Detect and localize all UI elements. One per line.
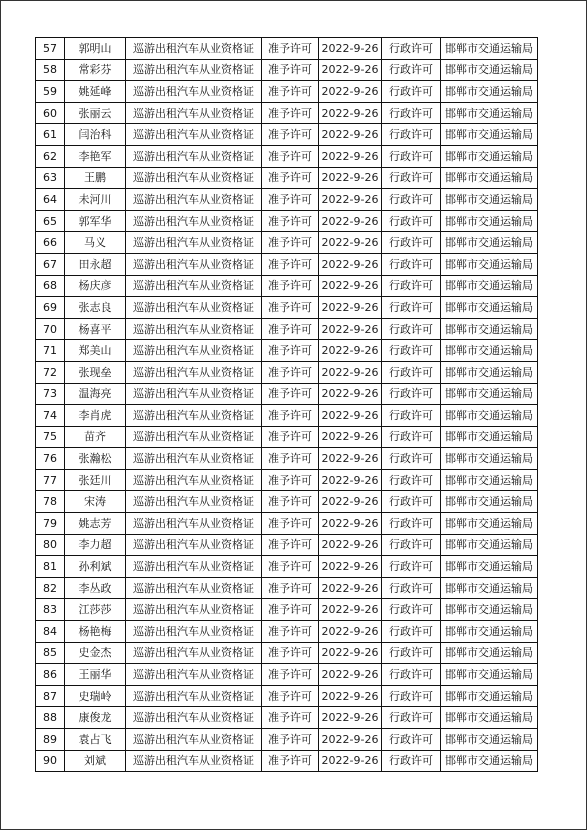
category-cell: 行政许可 [382, 102, 441, 124]
license-item-cell: 巡游出租汽车从业资格证 [126, 469, 262, 491]
table-row [36, 297, 538, 319]
category-cell: 行政许可 [382, 491, 441, 513]
row-number-cell: 68 [36, 275, 65, 297]
license-item-cell: 巡游出租汽车从业资格证 [126, 513, 262, 535]
person-name-cell: 未河川 [65, 189, 126, 211]
license-item-cell: 巡游出租汽车从业资格证 [126, 81, 262, 103]
table-row [36, 318, 538, 340]
license-item-cell: 巡游出租汽车从业资格证 [126, 577, 262, 599]
decision-cell: 准予许可 [262, 145, 319, 167]
table-row [36, 210, 538, 232]
authority-cell: 邯郸市交通运输局 [441, 361, 538, 383]
table-row [36, 232, 538, 254]
decision-cell: 准予许可 [262, 491, 319, 513]
authority-cell: 邯郸市交通运输局 [441, 253, 538, 275]
row-number-cell: 88 [36, 707, 65, 729]
decision-date-cell: 2022-9-26 [319, 102, 382, 124]
table-row [36, 664, 538, 686]
authority-cell: 邯郸市交通运输局 [441, 513, 538, 535]
decision-date-cell: 2022-9-26 [319, 491, 382, 513]
decision-date-cell: 2022-9-26 [319, 318, 382, 340]
category-cell: 行政许可 [382, 448, 441, 470]
license-item-cell: 巡游出租汽车从业资格证 [126, 750, 262, 772]
decision-date-cell: 2022-9-26 [319, 383, 382, 405]
row-number-cell: 83 [36, 599, 65, 621]
person-name-cell: 郑美山 [65, 340, 126, 362]
row-number-cell: 79 [36, 513, 65, 535]
authority-cell: 邯郸市交通运输局 [441, 426, 538, 448]
row-number-cell: 87 [36, 685, 65, 707]
table-row [36, 275, 538, 297]
authority-cell: 邯郸市交通运输局 [441, 577, 538, 599]
table-row [36, 556, 538, 578]
decision-cell: 准予许可 [262, 621, 319, 643]
row-number-cell: 72 [36, 361, 65, 383]
table-row [36, 750, 538, 772]
authority-cell: 邯郸市交通运输局 [441, 448, 538, 470]
table-row [36, 102, 538, 124]
decision-date-cell: 2022-9-26 [319, 405, 382, 427]
authority-cell: 邯郸市交通运输局 [441, 102, 538, 124]
table-row [36, 81, 538, 103]
license-item-cell: 巡游出租汽车从业资格证 [126, 318, 262, 340]
person-name-cell: 孙利斌 [65, 556, 126, 578]
row-number-cell: 57 [36, 38, 65, 60]
table-row [36, 513, 538, 535]
category-cell: 行政许可 [382, 124, 441, 146]
decision-date-cell: 2022-9-26 [319, 577, 382, 599]
license-item-cell: 巡游出租汽车从业资格证 [126, 232, 262, 254]
decision-cell: 准予许可 [262, 448, 319, 470]
decision-date-cell: 2022-9-26 [319, 275, 382, 297]
authority-cell: 邯郸市交通运输局 [441, 124, 538, 146]
table-row [36, 38, 538, 60]
decision-cell: 准予许可 [262, 707, 319, 729]
decision-cell: 准予许可 [262, 59, 319, 81]
row-number-cell: 70 [36, 318, 65, 340]
decision-cell: 准予许可 [262, 340, 319, 362]
decision-date-cell: 2022-9-26 [319, 556, 382, 578]
row-number-cell: 90 [36, 750, 65, 772]
decision-cell: 准予许可 [262, 102, 319, 124]
license-item-cell: 巡游出租汽车从业资格证 [126, 491, 262, 513]
license-item-cell: 巡游出租汽车从业资格证 [126, 383, 262, 405]
category-cell: 行政许可 [382, 210, 441, 232]
person-name-cell: 杨艳梅 [65, 621, 126, 643]
decision-date-cell: 2022-9-26 [319, 685, 382, 707]
row-number-cell: 89 [36, 729, 65, 751]
decision-date-cell: 2022-9-26 [319, 642, 382, 664]
decision-date-cell: 2022-9-26 [319, 707, 382, 729]
table-row [36, 685, 538, 707]
license-item-cell: 巡游出租汽车从业资格证 [126, 210, 262, 232]
license-item-cell: 巡游出租汽车从业资格证 [126, 297, 262, 319]
row-number-cell: 62 [36, 145, 65, 167]
license-item-cell: 巡游出租汽车从业资格证 [126, 102, 262, 124]
row-number-cell: 81 [36, 556, 65, 578]
decision-date-cell: 2022-9-26 [319, 426, 382, 448]
authority-cell: 邯郸市交通运输局 [441, 642, 538, 664]
category-cell: 行政许可 [382, 642, 441, 664]
category-cell: 行政许可 [382, 361, 441, 383]
decision-cell: 准予许可 [262, 38, 319, 60]
authority-cell: 邯郸市交通运输局 [441, 405, 538, 427]
license-item-cell: 巡游出租汽车从业资格证 [126, 621, 262, 643]
category-cell: 行政许可 [382, 253, 441, 275]
person-name-cell: 康俊龙 [65, 707, 126, 729]
authority-cell: 邯郸市交通运输局 [441, 729, 538, 751]
license-item-cell: 巡游出租汽车从业资格证 [126, 361, 262, 383]
category-cell: 行政许可 [382, 729, 441, 751]
decision-cell: 准予许可 [262, 642, 319, 664]
category-cell: 行政许可 [382, 621, 441, 643]
authority-cell: 邯郸市交通运输局 [441, 275, 538, 297]
person-name-cell: 姚延峰 [65, 81, 126, 103]
table-row [36, 729, 538, 751]
decision-date-cell: 2022-9-26 [319, 124, 382, 146]
decision-cell: 准予许可 [262, 232, 319, 254]
decision-cell: 准予许可 [262, 534, 319, 556]
decision-date-cell: 2022-9-26 [319, 210, 382, 232]
decision-cell: 准予许可 [262, 297, 319, 319]
decision-cell: 准予许可 [262, 275, 319, 297]
authority-cell: 邯郸市交通运输局 [441, 750, 538, 772]
person-name-cell: 江莎莎 [65, 599, 126, 621]
row-number-cell: 67 [36, 253, 65, 275]
decision-date-cell: 2022-9-26 [319, 340, 382, 362]
authority-cell: 邯郸市交通运输局 [441, 59, 538, 81]
category-cell: 行政许可 [382, 81, 441, 103]
decision-date-cell: 2022-9-26 [319, 750, 382, 772]
authority-cell: 邯郸市交通运输局 [441, 534, 538, 556]
category-cell: 行政许可 [382, 297, 441, 319]
decision-date-cell: 2022-9-26 [319, 81, 382, 103]
decision-date-cell: 2022-9-26 [319, 361, 382, 383]
category-cell: 行政许可 [382, 469, 441, 491]
person-name-cell: 张现垒 [65, 361, 126, 383]
row-number-cell: 59 [36, 81, 65, 103]
authority-cell: 邯郸市交通运输局 [441, 685, 538, 707]
authority-cell: 邯郸市交通运输局 [441, 318, 538, 340]
row-number-cell: 69 [36, 297, 65, 319]
table-row [36, 599, 538, 621]
row-number-cell: 71 [36, 340, 65, 362]
decision-cell: 准予许可 [262, 750, 319, 772]
license-item-cell: 巡游出租汽车从业资格证 [126, 405, 262, 427]
decision-date-cell: 2022-9-26 [319, 729, 382, 751]
decision-date-cell: 2022-9-26 [319, 38, 382, 60]
table-row [36, 340, 538, 362]
table-row [36, 448, 538, 470]
decision-cell: 准予许可 [262, 210, 319, 232]
row-number-cell: 86 [36, 664, 65, 686]
table-row [36, 189, 538, 211]
decision-cell: 准予许可 [262, 469, 319, 491]
person-name-cell: 张志良 [65, 297, 126, 319]
row-number-cell: 74 [36, 405, 65, 427]
person-name-cell: 闫治科 [65, 124, 126, 146]
decision-date-cell: 2022-9-26 [319, 189, 382, 211]
license-records-table [35, 37, 538, 772]
person-name-cell: 刘斌 [65, 750, 126, 772]
person-name-cell: 张丽云 [65, 102, 126, 124]
decision-date-cell: 2022-9-26 [319, 469, 382, 491]
license-item-cell: 巡游出租汽车从业资格证 [126, 664, 262, 686]
license-item-cell: 巡游出租汽车从业资格证 [126, 253, 262, 275]
license-item-cell: 巡游出租汽车从业资格证 [126, 189, 262, 211]
person-name-cell: 张瀚松 [65, 448, 126, 470]
table-row [36, 124, 538, 146]
license-item-cell: 巡游出租汽车从业资格证 [126, 729, 262, 751]
person-name-cell: 温海亮 [65, 383, 126, 405]
license-item-cell: 巡游出租汽车从业资格证 [126, 275, 262, 297]
person-name-cell: 姚志芳 [65, 513, 126, 535]
row-number-cell: 66 [36, 232, 65, 254]
authority-cell: 邯郸市交通运输局 [441, 340, 538, 362]
row-number-cell: 76 [36, 448, 65, 470]
authority-cell: 邯郸市交通运输局 [441, 621, 538, 643]
table-row [36, 361, 538, 383]
row-number-cell: 60 [36, 102, 65, 124]
license-item-cell: 巡游出租汽车从业资格证 [126, 59, 262, 81]
decision-date-cell: 2022-9-26 [319, 232, 382, 254]
table-row [36, 707, 538, 729]
person-name-cell: 宋涛 [65, 491, 126, 513]
authority-cell: 邯郸市交通运输局 [441, 210, 538, 232]
row-number-cell: 82 [36, 577, 65, 599]
category-cell: 行政许可 [382, 405, 441, 427]
category-cell: 行政许可 [382, 340, 441, 362]
decision-cell: 准予许可 [262, 253, 319, 275]
decision-date-cell: 2022-9-26 [319, 253, 382, 275]
person-name-cell: 田永超 [65, 253, 126, 275]
decision-cell: 准予许可 [262, 124, 319, 146]
category-cell: 行政许可 [382, 513, 441, 535]
table-row [36, 469, 538, 491]
table-row [36, 642, 538, 664]
authority-cell: 邯郸市交通运输局 [441, 469, 538, 491]
license-item-cell: 巡游出租汽车从业资格证 [126, 145, 262, 167]
table-row [36, 534, 538, 556]
license-item-cell: 巡游出租汽车从业资格证 [126, 448, 262, 470]
decision-date-cell: 2022-9-26 [319, 599, 382, 621]
authority-cell: 邯郸市交通运输局 [441, 383, 538, 405]
category-cell: 行政许可 [382, 577, 441, 599]
person-name-cell: 李肖虎 [65, 405, 126, 427]
table-row [36, 621, 538, 643]
authority-cell: 邯郸市交通运输局 [441, 81, 538, 103]
authority-cell: 邯郸市交通运输局 [441, 38, 538, 60]
decision-cell: 准予许可 [262, 729, 319, 751]
category-cell: 行政许可 [382, 556, 441, 578]
decision-cell: 准予许可 [262, 513, 319, 535]
row-number-cell: 73 [36, 383, 65, 405]
category-cell: 行政许可 [382, 685, 441, 707]
decision-cell: 准予许可 [262, 599, 319, 621]
person-name-cell: 张廷川 [65, 469, 126, 491]
category-cell: 行政许可 [382, 664, 441, 686]
row-number-cell: 78 [36, 491, 65, 513]
category-cell: 行政许可 [382, 167, 441, 189]
category-cell: 行政许可 [382, 383, 441, 405]
row-number-cell: 75 [36, 426, 65, 448]
table-row [36, 426, 538, 448]
person-name-cell: 王丽华 [65, 664, 126, 686]
person-name-cell: 杨喜平 [65, 318, 126, 340]
person-name-cell: 王鹏 [65, 167, 126, 189]
license-item-cell: 巡游出租汽车从业资格证 [126, 599, 262, 621]
row-number-cell: 64 [36, 189, 65, 211]
decision-cell: 准予许可 [262, 383, 319, 405]
category-cell: 行政许可 [382, 599, 441, 621]
decision-cell: 准予许可 [262, 318, 319, 340]
authority-cell: 邯郸市交通运输局 [441, 145, 538, 167]
license-item-cell: 巡游出租汽车从业资格证 [126, 38, 262, 60]
records-table-body [36, 38, 538, 772]
category-cell: 行政许可 [382, 38, 441, 60]
decision-cell: 准予许可 [262, 167, 319, 189]
person-name-cell: 马义 [65, 232, 126, 254]
category-cell: 行政许可 [382, 534, 441, 556]
table-row [36, 383, 538, 405]
category-cell: 行政许可 [382, 59, 441, 81]
category-cell: 行政许可 [382, 707, 441, 729]
table-row [36, 167, 538, 189]
license-item-cell: 巡游出租汽车从业资格证 [126, 426, 262, 448]
decision-cell: 准予许可 [262, 361, 319, 383]
authority-cell: 邯郸市交通运输局 [441, 297, 538, 319]
license-item-cell: 巡游出租汽车从业资格证 [126, 534, 262, 556]
row-number-cell: 58 [36, 59, 65, 81]
row-number-cell: 77 [36, 469, 65, 491]
person-name-cell: 苗齐 [65, 426, 126, 448]
decision-date-cell: 2022-9-26 [319, 297, 382, 319]
person-name-cell: 李丛政 [65, 577, 126, 599]
row-number-cell: 65 [36, 210, 65, 232]
decision-cell: 准予许可 [262, 577, 319, 599]
decision-cell: 准予许可 [262, 405, 319, 427]
authority-cell: 邯郸市交通运输局 [441, 599, 538, 621]
decision-date-cell: 2022-9-26 [319, 664, 382, 686]
license-item-cell: 巡游出租汽车从业资格证 [126, 556, 262, 578]
decision-date-cell: 2022-9-26 [319, 59, 382, 81]
table-row [36, 145, 538, 167]
license-item-cell: 巡游出租汽车从业资格证 [126, 707, 262, 729]
row-number-cell: 84 [36, 621, 65, 643]
category-cell: 行政许可 [382, 318, 441, 340]
decision-date-cell: 2022-9-26 [319, 145, 382, 167]
person-name-cell: 郭军华 [65, 210, 126, 232]
decision-cell: 准予许可 [262, 664, 319, 686]
decision-date-cell: 2022-9-26 [319, 513, 382, 535]
license-item-cell: 巡游出租汽车从业资格证 [126, 685, 262, 707]
decision-cell: 准予许可 [262, 81, 319, 103]
license-item-cell: 巡游出租汽车从业资格证 [126, 124, 262, 146]
authority-cell: 邯郸市交通运输局 [441, 707, 538, 729]
person-name-cell: 郭明山 [65, 38, 126, 60]
decision-cell: 准予许可 [262, 189, 319, 211]
table-row [36, 59, 538, 81]
row-number-cell: 63 [36, 167, 65, 189]
category-cell: 行政许可 [382, 275, 441, 297]
decision-cell: 准予许可 [262, 426, 319, 448]
person-name-cell: 史金杰 [65, 642, 126, 664]
person-name-cell: 史瑞岭 [65, 685, 126, 707]
person-name-cell: 李力超 [65, 534, 126, 556]
license-item-cell: 巡游出租汽车从业资格证 [126, 340, 262, 362]
decision-date-cell: 2022-9-26 [319, 448, 382, 470]
row-number-cell: 85 [36, 642, 65, 664]
category-cell: 行政许可 [382, 189, 441, 211]
person-name-cell: 李艳军 [65, 145, 126, 167]
category-cell: 行政许可 [382, 426, 441, 448]
row-number-cell: 80 [36, 534, 65, 556]
authority-cell: 邯郸市交通运输局 [441, 189, 538, 211]
authority-cell: 邯郸市交通运输局 [441, 232, 538, 254]
license-item-cell: 巡游出租汽车从业资格证 [126, 642, 262, 664]
license-item-cell: 巡游出租汽车从业资格证 [126, 167, 262, 189]
decision-cell: 准予许可 [262, 556, 319, 578]
table-row [36, 253, 538, 275]
authority-cell: 邯郸市交通运输局 [441, 556, 538, 578]
decision-date-cell: 2022-9-26 [319, 167, 382, 189]
decision-date-cell: 2022-9-26 [319, 621, 382, 643]
authority-cell: 邯郸市交通运输局 [441, 491, 538, 513]
category-cell: 行政许可 [382, 232, 441, 254]
row-number-cell: 61 [36, 124, 65, 146]
authority-cell: 邯郸市交通运输局 [441, 167, 538, 189]
table-row [36, 577, 538, 599]
authority-cell: 邯郸市交通运输局 [441, 664, 538, 686]
table-row [36, 491, 538, 513]
decision-cell: 准予许可 [262, 685, 319, 707]
person-name-cell: 常彩芬 [65, 59, 126, 81]
table-row [36, 405, 538, 427]
decision-date-cell: 2022-9-26 [319, 534, 382, 556]
person-name-cell: 杨庆彦 [65, 275, 126, 297]
category-cell: 行政许可 [382, 145, 441, 167]
person-name-cell: 袁占飞 [65, 729, 126, 751]
category-cell: 行政许可 [382, 750, 441, 772]
